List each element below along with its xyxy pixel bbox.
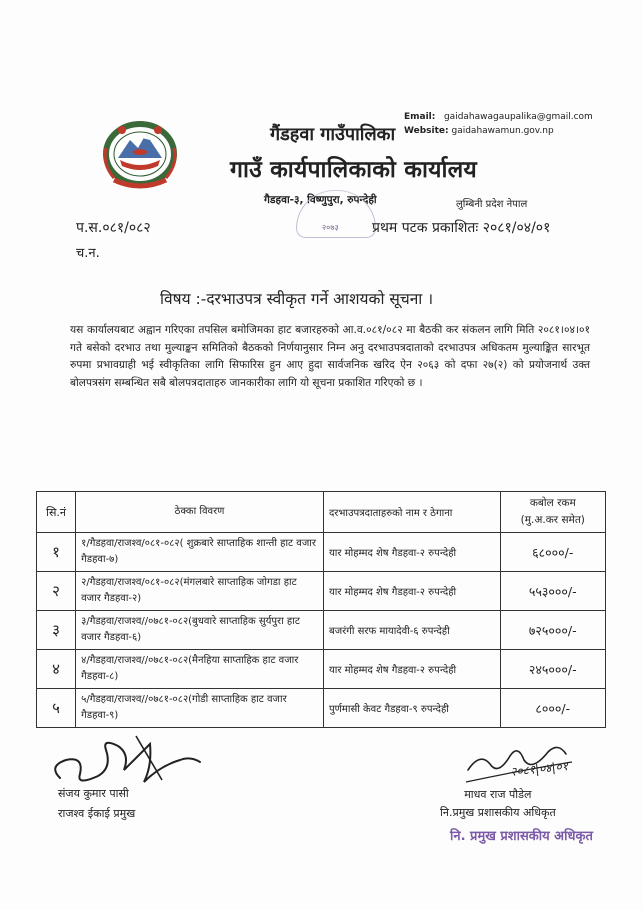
email-address: gaidahawagaupalika@gmail.com — [443, 112, 593, 122]
row-description: ३/गैडहवा/राजश्व//०७८१-०८२(बुधवारे साप्ताहिक सुर्यपुरा हाट वजार गैडहवा-६) — [76, 611, 324, 650]
row-amount: ८०००/- — [500, 689, 605, 728]
header-amount — [500, 492, 605, 533]
header-bidder: दरभाउपत्रदाताहरुको नाम र ठेगाना — [323, 492, 500, 533]
table-row — [37, 572, 606, 611]
row-bidder: बजरंगी सरफ मायादेवी-६ रुपन्देही — [323, 611, 500, 650]
table-row — [37, 689, 606, 728]
table-header-row — [37, 492, 606, 533]
row-description: १/गैडहवा/राजश्व/०८१-०८२( शुक्रबारे साप्ताहिक शान्ती हाट वजार गैडहवा-७) — [76, 533, 324, 572]
header-description: ठेक्का विवरण — [76, 492, 324, 533]
right-signatory — [440, 786, 556, 822]
office-address: गैडहवा-३, विष्णुपुरा, रुपन्देही — [264, 194, 377, 206]
row-description: ४/गैडहवा/राजश्व//०७८१-०८२(मैनहिया साप्ताहिक हाट वजार गैडहवा-८) — [76, 650, 324, 689]
left-signatory-title: राजश्व ईकाई प्रमुख — [58, 807, 136, 820]
website-address: gaidahawamun.gov.np — [451, 126, 554, 136]
publication-date: प्रथम पटक प्रकाशितः २०८१/०४/०१ — [372, 220, 551, 236]
header-amount-line2: (मु.अ.कर समेत) — [520, 514, 585, 526]
reference-number: प.स.०८१/०८२ — [76, 220, 151, 236]
header-amount-line1: कबोल रकम — [529, 497, 576, 509]
office-name: गाउँ कार्यपालिकाको कार्यालय — [230, 157, 477, 183]
right-signatory-name: माधव राज पौडेल — [464, 788, 532, 801]
contract-table — [36, 491, 606, 728]
notice-body: यस कार्यालयबाट अह्वान गरिएका तपसिल बमोजिमका हाट बजारहरुको आ.व.०८१/०८२ मा बैठकी कर संकलन लागि मिति २०८१।०४।०१ गते बसेको दरभाउ तथा मुल्याङ्कन समितिको बैठकको निर्णयानुसार निम्न अनु दरभाउपत्रदाताको दरभाउपत्र अधिकतम मुल्याङ्कित सारभूत रुपमा प्रभावग्राही भई स्वीकृतिका लागि सिफारिस हुन आए हुदा सार्वजनिक खरिद ऐन २०६३ को दफा २७(२) को प्रयोजनार्थ उक्त बोलपत्रसंग सम्बन्धित सबै बोलपत्रदाताहरु जानकारीका लागि यो सूचना प्रकाशित गरिएको छ । — [70, 324, 590, 389]
designation-stamp: नि. प्रमुख प्रशासकीय अधिकृत — [450, 829, 593, 844]
header-sn: सि.नं — [37, 492, 76, 533]
row-sn: ४ — [37, 650, 76, 689]
dispatch-number: च.न. — [76, 246, 100, 261]
nepal-emblem-icon — [92, 108, 188, 196]
row-sn: १ — [37, 533, 76, 572]
contact-block — [404, 110, 593, 138]
row-amount: ५५३०००/- — [500, 572, 605, 611]
website-label: Website: — [404, 126, 449, 136]
row-amount: ६८०००/- — [500, 533, 605, 572]
table-row — [37, 650, 606, 689]
right-signatory-title: नि.प्रमुख प्रशासकीय अधिकृत — [440, 806, 556, 819]
left-signatory-name: संजय कुमार पासी — [58, 787, 129, 800]
row-bidder: यार मोहम्मद शेष गैडहवा-२ रुपन्देही — [323, 650, 500, 689]
row-sn: ५ — [37, 689, 76, 728]
row-bidder: पुर्णमासी केवट गैडहवा-९ रुपन्देही — [323, 689, 500, 728]
row-amount: २४५०००/- — [500, 650, 605, 689]
row-description: २/गैडहवा/राजश्व/०८१-०८२(मंगलबारे साप्ताहिक जोगडा हाट वजार गैडहवा-२) — [76, 572, 324, 611]
notice-subject: विषय :-दरभाउपत्र स्वीकृत गर्ने आशयको सूचना । — [160, 290, 434, 308]
row-bidder: यार मोहम्मद शेष गैडहवा-२ रुपन्देही — [323, 533, 500, 572]
right-signature-mark — [462, 730, 612, 786]
province-name: लुम्बिनी प्रदेश नेपाल — [456, 199, 528, 210]
table-row — [37, 611, 606, 650]
row-amount: ७२५०००/- — [500, 611, 605, 650]
row-sn: ३ — [37, 611, 76, 650]
right-signature-date: २०८१|०४|०१ — [509, 759, 569, 779]
row-sn: २ — [37, 572, 76, 611]
seal-year: २०७३ — [322, 223, 339, 232]
email-label: Email: — [404, 112, 436, 122]
left-signatory — [58, 784, 135, 824]
row-bidder: यार मोहम्मद शेष गैडहवा-२ रुपन्देही — [323, 572, 500, 611]
row-description: ५/गैडहवा/राजश्व//०७८१-०८२(गोडी साप्ताहिक हाट वजार गैडहवा-९) — [76, 689, 324, 728]
table-row — [37, 533, 606, 572]
municipality-name: गैंडहवा गाउँपालिका — [270, 124, 396, 145]
